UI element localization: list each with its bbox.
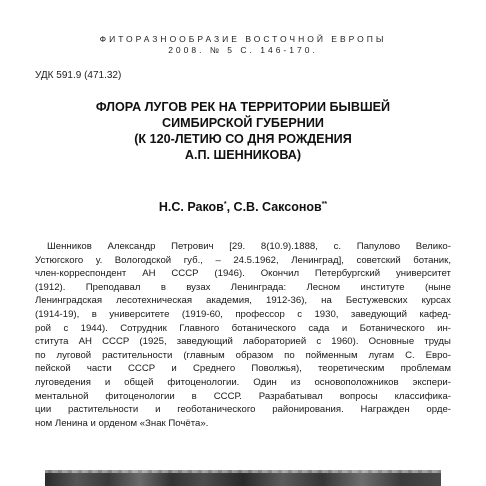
- body-line: (1912). Преподавал в вузах Ленинграда: Лесном институте (ныне: [35, 281, 451, 293]
- body-line: Ленинградская лесотехническая академия, 1912-36), на Бестужевских курсах: [35, 295, 451, 307]
- author-footnote-mark: *: [223, 201, 227, 208]
- body-line: член-корреспондент АН СССР (1946). Окончил Петербургский университет: [35, 268, 451, 280]
- body-line: ном Ленина и орденом «Знак Почёта».: [35, 417, 209, 429]
- body-line: ститута АН СССР (1925, заведующий лабораторией с 1960). Основные труды: [35, 336, 451, 348]
- title-line: СИМБИРСКОЙ ГУБЕРНИИ: [162, 116, 324, 130]
- body-line: Шенников Александр Петрович [29. 8(10.9).1888, с. Папулово Велико-: [47, 241, 451, 252]
- author-separator: ,: [226, 200, 234, 214]
- author-footnote-mark: **: [321, 201, 328, 208]
- author-name: С.В. Саксонов: [233, 200, 322, 214]
- body-line: луговедения и общей фитоценологии. Один из основоположников экспери-: [35, 376, 451, 388]
- authors-line: [0, 200, 486, 214]
- body-line: (1914-19), в университете (1919-60, профессор с 1930, заведующий кафед-: [35, 308, 451, 320]
- body-line: ции растительности и геоботанического районирования. Награжден орде-: [35, 404, 451, 416]
- udk-code: УДК 591.9 (471.32): [35, 70, 122, 81]
- article-title: [30, 99, 456, 163]
- body-paragraph: [35, 240, 451, 430]
- body-line: Устюгского у. Вологодской губ., – 24.5.1962, Ленинград], советский ботаник,: [35, 254, 451, 266]
- body-line: по луговой растительности (главным образом по пойменным лугам С. Евро-: [35, 349, 451, 361]
- title-line: (К 120-ЛЕТИЮ СО ДНЯ РОЖДЕНИЯ: [134, 132, 352, 146]
- author-name: Н.С. Раков: [158, 200, 224, 214]
- title-line: ФЛОРА ЛУГОВ РЕК НА ТЕРРИТОРИИ БЫВШЕЙ: [95, 100, 391, 114]
- body-line: ментальной фитоценологии в СССР. Разрабатывал вопросы классифика-: [35, 390, 451, 402]
- body-line: рой с 1944). Сотрудник Главного ботанического сада и Ботанического ин-: [35, 322, 451, 334]
- portrait-photo: [45, 470, 441, 486]
- journal-name: ФИТОРАЗНООБРАЗИЕ ВОСТОЧНОЙ ЕВРОПЫ: [99, 34, 387, 44]
- journal-issue: 2008. № 5 С. 146-170.: [168, 45, 318, 55]
- body-line: пейской части СССР и Среднего Поволжья), теоретическим проблемам: [35, 363, 451, 375]
- journal-header: [0, 34, 486, 56]
- title-line: А.П. ШЕННИКОВА): [184, 148, 302, 162]
